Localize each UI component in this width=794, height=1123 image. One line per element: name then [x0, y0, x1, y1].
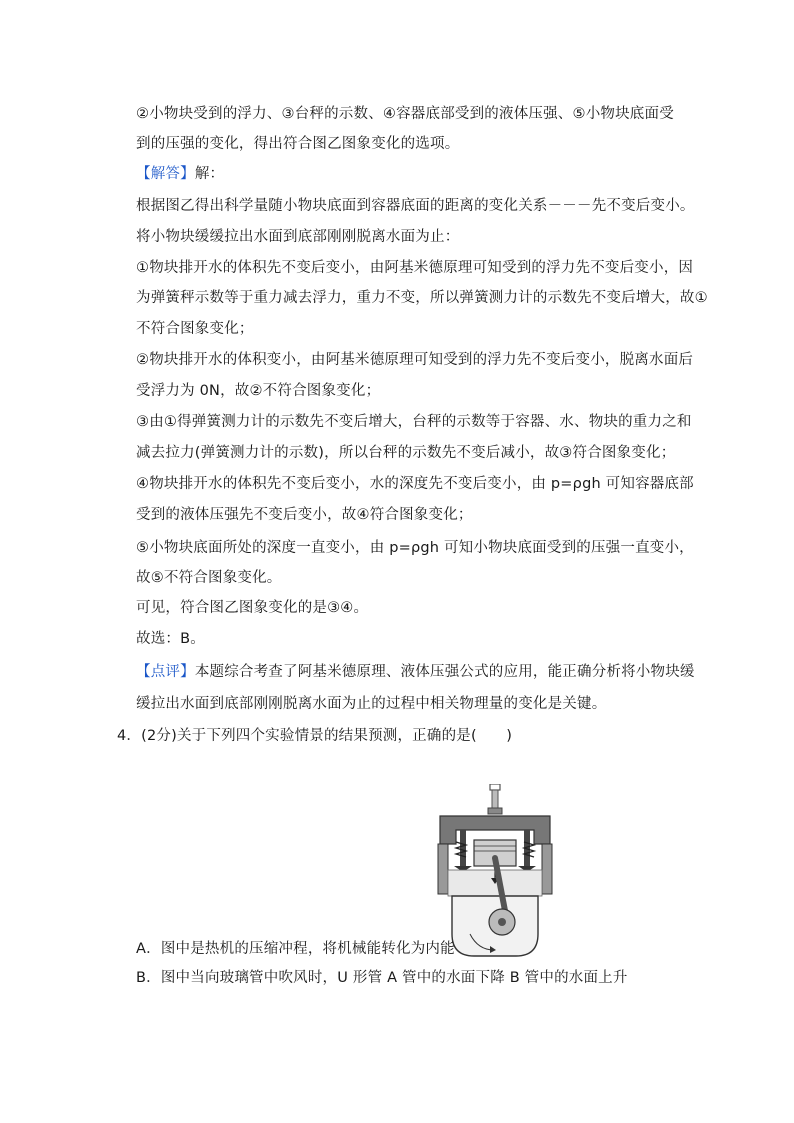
comment-tag: 【点评】	[136, 664, 195, 680]
line-11: 减去拉力(弹簧测力计的示数)，所以台秤的示数先不变后减小，故③符合图象变化；	[136, 445, 676, 461]
line-3: 根据图乙得出科学量随小物块底面到容器底面的距离的变化关系－－－先不变后变小。	[136, 198, 695, 214]
line-13: 受到的液体压强先不变后变小，故④符合图象变化；	[136, 507, 473, 523]
line-15: 故⑤不符合图象变化。	[136, 570, 282, 586]
line-18: 缓拉出水面到底部刚刚脱离水面为止的过程中相关物理量的变化是关键。	[136, 696, 607, 712]
answer-tag: 【解答】	[136, 166, 195, 182]
answer-text: 解：	[194, 166, 225, 182]
line-1: ②小物块受到的浮力、③台秤的示数、④容器底部受到的液体压强、⑤小物块底面受	[136, 106, 674, 122]
line-4: 将小物块缓缓拉出水面到底部刚刚脱离水面为止：	[136, 229, 460, 245]
line-5: ①物块排开水的体积先不变后变小，由阿基米德原理可知受到的浮力先不变后变小，因	[136, 260, 694, 276]
answer-heading	[136, 164, 224, 184]
line-8: ②物块排开水的体积变小，由阿基米德原理可知受到的浮力先不变后变小，脱离水面后	[136, 352, 694, 368]
line-17: 故选：B。	[136, 631, 205, 647]
line-6: 为弹簧秤示数等于重力减去浮力，重力不变，所以弹簧测力计的示数先不变后增大，故①	[136, 290, 708, 306]
engine-diagram	[430, 784, 560, 960]
line-7: 不符合图象变化；	[136, 321, 254, 337]
comment-text: 本题综合考查了阿基米德原理、液体压强公式的应用，能正确分析将小物块缓	[194, 664, 695, 680]
line-14: ⑤小物块底面所处的深度一直变小，由 p=ρgh 可知小物块底面受到的压强一直变小，	[136, 540, 694, 556]
line-9: 受浮力为 0N，故②不符合图象变化；	[136, 383, 381, 399]
line-2: 到的压强的变化，得出符合图乙图象变化的选项。	[136, 136, 460, 152]
question-4: 4．(2分)关于下列四个实验情景的结果预测，正确的是( )	[117, 728, 513, 744]
line-16: 可见，符合图乙图象变化的是③④。	[136, 600, 369, 616]
line-12: ④物块排开水的体积先不变后变小，水的深度先不变后变小，由 p=ρgh 可知容器底部	[136, 476, 694, 492]
option-b: B．图中当向玻璃管中吹风时，U 形管 A 管中的水面下降 B 管中的水面上升	[136, 970, 628, 986]
option-a: A．图中是热机的压缩冲程，将机械能转化为内能	[136, 941, 455, 957]
line-10: ③由①得弹簧测力计的示数先不变后增大，台秤的示数等于容器、水、物块的重力之和	[136, 414, 692, 430]
comment-heading	[136, 662, 695, 682]
